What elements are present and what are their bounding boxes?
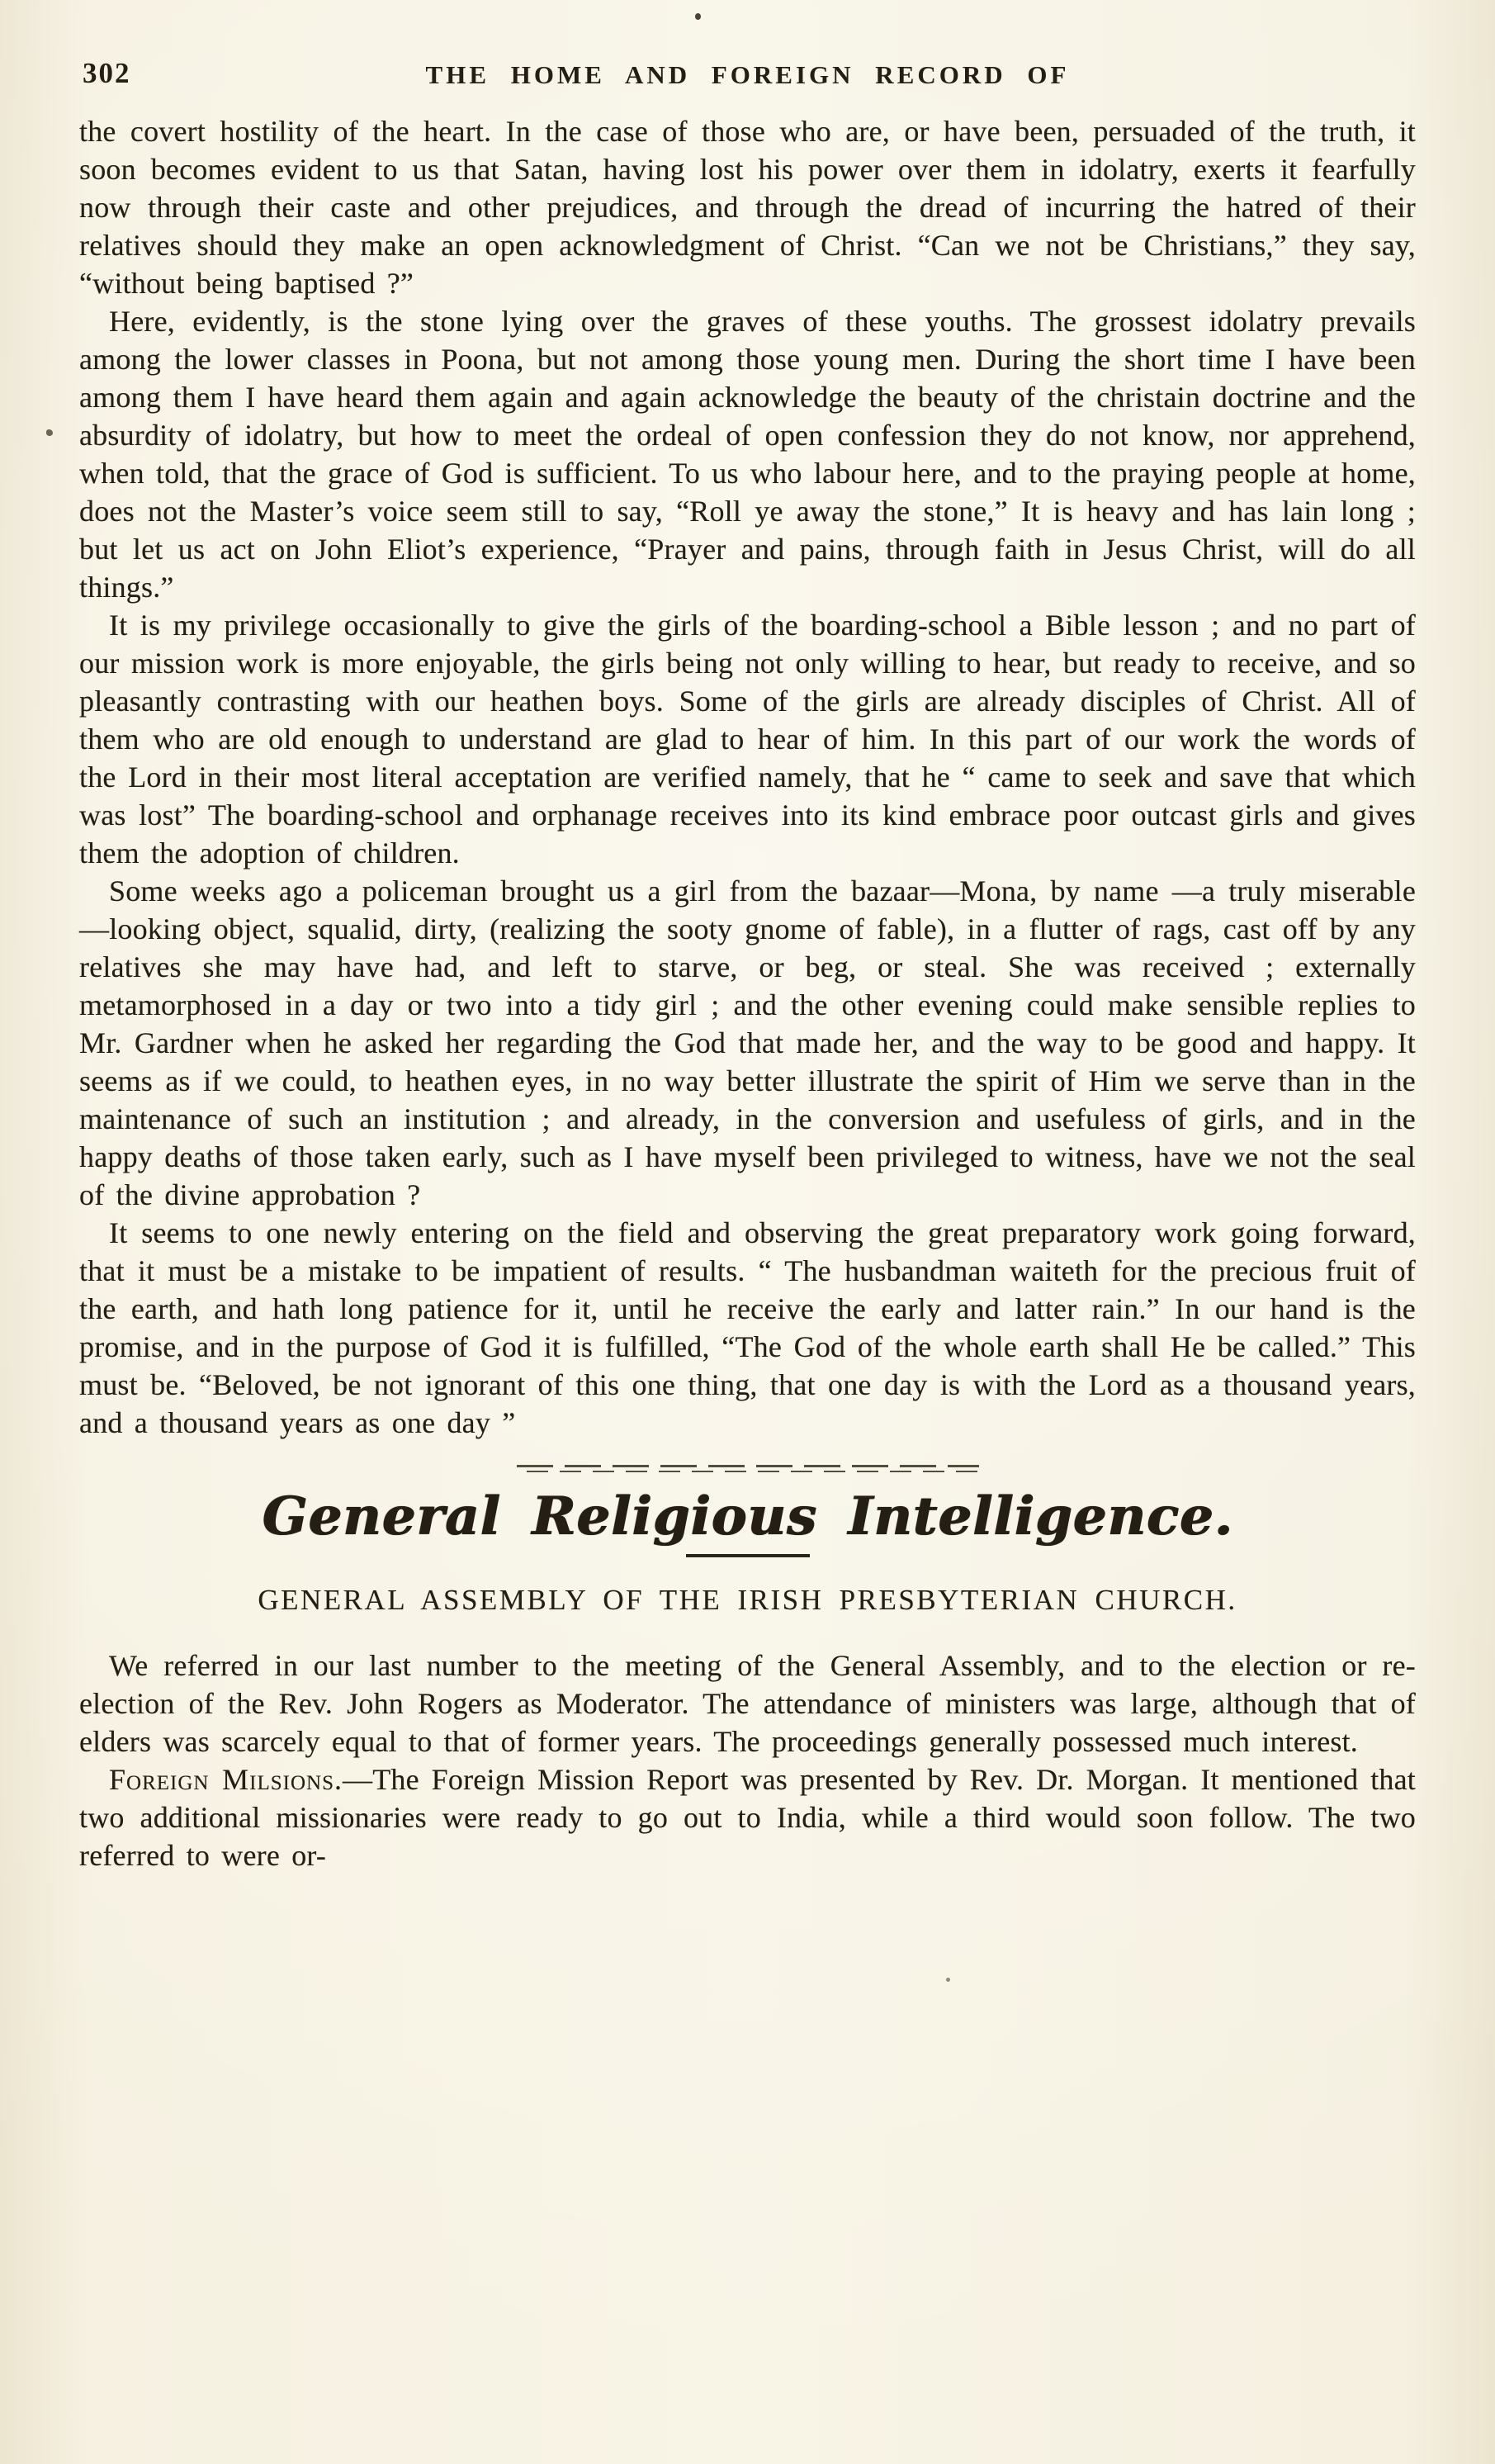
paragraph: It seems to one newly entering on the field and observing the great preparatory work going forward, that it must be a mistake to be impatient of results. “ The husbandman waiteth for the precious fruit of the earth, and hath long patience for it, until he receive the early and latter rain.” In our hand is the promise, and in the purpose of God it is fulfilled, “The God of the whole earth shall He be called.” This must be. “Beloved, be not ignorant of this one thing, that one day is with the Lord as a thousand years, and a thousand years as one day ” <box>79 1216 1416 1439</box>
section-subheading: GENERAL ASSEMBLY OF THE IRISH PRESBYTERIAN CHURCH. <box>258 1584 1237 1616</box>
section-heading: General Religious Intelligence. <box>262 1486 1233 1547</box>
scan-speck <box>46 429 53 436</box>
page-number: 302 <box>83 57 131 89</box>
news-text: —The Foreign Mission Report was presented by Rev. Dr. Morgan. It mentioned that two additional missionaries were ready to go out to India, while a third would soon follow. The two referred to were or- <box>79 1763 1417 1872</box>
news-paragraph <box>79 1760 1416 1874</box>
section-general-religious-intelligence <box>79 1486 1416 1874</box>
paragraph: Here, evidently, is the stone lying over the graves of these youths. The grossest idolatry prevails among the lower classes in Poona, but not among those young men. During the short time I have been among them I have heard them again and again acknowledge the beauty of the christain doctrine and the absurdity of idolatry, but how to meet the ordeal of open confession they do not know, nor apprehend, when told, that the grace of God is sufficient. To us who labour here, and to the praying people at home, does not the Master’s voice seem still to say, “Roll ye away the stone,” It is heavy and has lain long ; but let us act on John Eliot’s experience, “Prayer and pains, through faith in Jesus Christ, will do all things.” <box>79 305 1416 604</box>
running-title: THE HOME AND FOREIGN RECORD OF <box>425 60 1070 89</box>
section-divider <box>517 1465 979 1473</box>
article-body <box>79 112 1416 1442</box>
news-lead: Foreign Milsions. <box>109 1763 343 1796</box>
page-header <box>79 53 1416 92</box>
paragraph: It is my privilege occasionally to give the girls of the boarding-school a Bible lesson ; and no part of our mission work is more enjoyable, the girls being not only willing to hear, but ready to receive, and so pleasantly contrasting with our heathen boys. Some of the girls are already disciples of Christ. All of them who are old enough to understand are glad to hear of him. In this part of our work the words of the Lord in their most literal acceptation are verified namely, that he “ came to seek and save that which was lost” The boarding-school and orphanage receives into its kind embrace poor outcast girls and gives them the adoption of children. <box>79 609 1416 870</box>
paragraph: We referred in our last number to the meeting of the General Assembly, and to the election or re-election of the Rev. John Rogers as Moderator. The attendance of ministers was large, although that of elders was scarcely equal to that of former years. The proceedings generally possessed much interest. <box>79 1649 1416 1758</box>
heading-rule <box>686 1554 810 1557</box>
scan-speck <box>695 13 701 20</box>
scan-speck <box>946 1978 950 1982</box>
paragraph: Some weeks ago a policeman brought us a girl from the bazaar—Mona, by name —a truly miserable—looking object, squalid, dirty, (realizing the sooty gnome of fable), in a flutter of rags, cast off by any relatives she may have had, and left to starve, or beg, or steal. She was received ; externally metamorphosed in a day or two into a tidy girl ; and the other evening could make sensible replies to Mr. Gardner when he asked her regarding the God that made her, and the way to be good and happy. It seems as if we could, to heathen eyes, in no way better illustrate the spirit of Him we serve than in the maintenance of such an institution ; and already, in the conversion and usefuless of girls, and in the happy deaths of those taken early, such as I have myself been privileged to witness, have we not the seal of the divine approbation ? <box>79 874 1416 1211</box>
paragraph: the covert hostility of the heart. In the case of those who are, or have been, persuaded of the truth, it soon becomes evident to us that Satan, having lost his power over them in idolatry, exerts it fearfully now through their caste and other prejudices, and through the dread of incurring the hatred of their relatives should they make an open acknowledgment of Christ. “Can we not be Christians,” they say, “without being baptised ?” <box>79 115 1416 300</box>
